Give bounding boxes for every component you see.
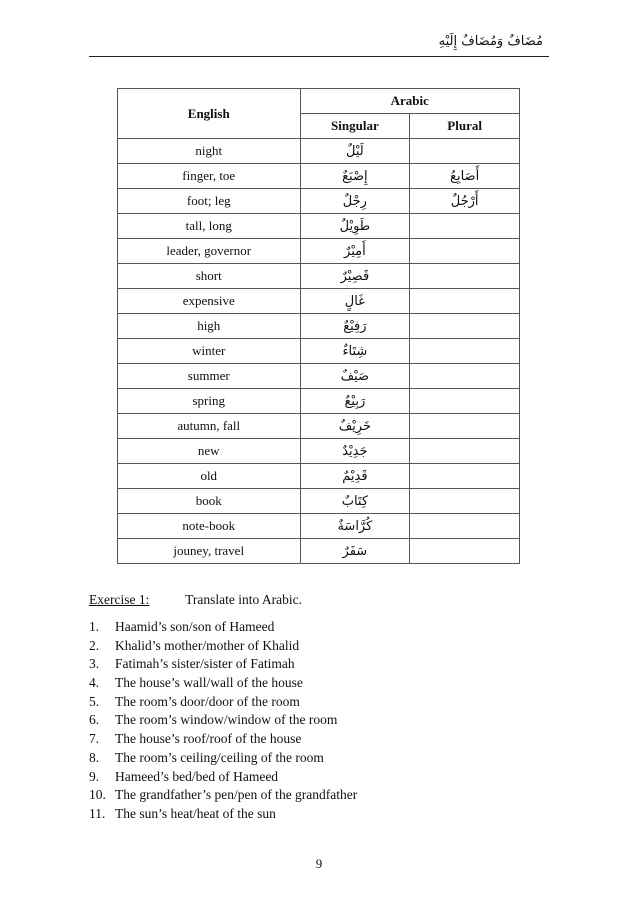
arabic-singular-cell: سَفَرٌ bbox=[300, 539, 410, 564]
arabic-plural-cell bbox=[410, 539, 520, 564]
table-row bbox=[118, 414, 520, 439]
exercise-item bbox=[89, 730, 357, 749]
header-arabic: Arabic bbox=[300, 89, 520, 114]
english-cell: night bbox=[118, 139, 301, 164]
arabic-singular-cell: قَصِيْرٌ bbox=[300, 264, 410, 289]
arabic-singular-cell: لَيْلٌ bbox=[300, 139, 410, 164]
table-row bbox=[118, 289, 520, 314]
arabic-plural-cell bbox=[410, 239, 520, 264]
exercise-item bbox=[89, 786, 357, 805]
table-row bbox=[118, 214, 520, 239]
arabic-singular-cell: أَمِيْرٌ bbox=[300, 239, 410, 264]
table-row bbox=[118, 314, 520, 339]
vocabulary-table-body bbox=[118, 139, 520, 564]
table-row bbox=[118, 464, 520, 489]
exercise-item-text: The room’s ceiling/ceiling of the room bbox=[115, 749, 324, 765]
header-title: مُضَافٌ وَمُضَافٌ إِلَيْهِ bbox=[438, 34, 543, 49]
arabic-plural-cell: أَرْجُلٌ bbox=[410, 189, 520, 214]
english-cell: tall, long bbox=[118, 214, 301, 239]
exercise-item-text: The house’s roof/roof of the house bbox=[115, 731, 302, 747]
english-cell: finger, toe bbox=[118, 164, 301, 189]
arabic-plural-cell bbox=[410, 439, 520, 464]
english-cell: leader, governor bbox=[118, 239, 301, 264]
exercise-item-text: Hameed’s bed/bed of Hameed bbox=[115, 768, 279, 784]
arabic-singular-cell: شِتَاءٌ bbox=[300, 339, 410, 364]
table-row bbox=[118, 189, 520, 214]
exercise-item-text: The room’s door/door of the room bbox=[115, 693, 300, 709]
exercise-item-text: Fatimah’s sister/sister of Fatimah bbox=[115, 656, 295, 672]
exercise-item bbox=[89, 768, 357, 787]
exercise-item-number: 1. bbox=[89, 619, 100, 634]
english-cell: book bbox=[118, 489, 301, 514]
exercise-item-number: 2. bbox=[89, 637, 100, 653]
arabic-singular-cell: كُرَّاسَةٌ bbox=[300, 514, 410, 539]
table-row bbox=[118, 139, 520, 164]
english-cell: jouney, travel bbox=[118, 539, 301, 564]
table-row bbox=[118, 514, 520, 539]
exercise-item-number: 10. bbox=[89, 787, 106, 803]
arabic-singular-cell: خَرِيْفٌ bbox=[300, 414, 410, 439]
arabic-singular-cell: رَبِيْعٌ bbox=[300, 389, 410, 414]
english-cell: summer bbox=[118, 364, 301, 389]
arabic-plural-cell: أَصَابِعُ bbox=[410, 164, 520, 189]
arabic-singular-cell: كِتَابٌ bbox=[300, 489, 410, 514]
table-row bbox=[118, 339, 520, 364]
english-cell: note-book bbox=[118, 514, 301, 539]
english-cell: short bbox=[118, 264, 301, 289]
exercise-item-text: The room’s window/window of the room bbox=[115, 712, 338, 728]
header-english: English bbox=[118, 89, 301, 139]
english-cell: old bbox=[118, 464, 301, 489]
exercise-item bbox=[89, 637, 357, 656]
english-cell: expensive bbox=[118, 289, 301, 314]
arabic-plural-cell bbox=[410, 264, 520, 289]
english-cell: high bbox=[118, 314, 301, 339]
table-row bbox=[118, 539, 520, 564]
exercise-instruction: Translate into Arabic. bbox=[185, 592, 302, 607]
arabic-plural-cell bbox=[410, 139, 520, 164]
table-row bbox=[118, 489, 520, 514]
vocabulary-table bbox=[117, 88, 520, 564]
arabic-plural-cell bbox=[410, 314, 520, 339]
english-cell: winter bbox=[118, 339, 301, 364]
arabic-singular-cell: رِجْلٌ bbox=[300, 189, 410, 214]
arabic-plural-cell bbox=[410, 514, 520, 539]
arabic-singular-cell: طَوِيْلٌ bbox=[300, 214, 410, 239]
arabic-plural-cell bbox=[410, 289, 520, 314]
arabic-singular-cell: رَفِيْعٌ bbox=[300, 314, 410, 339]
exercise-item bbox=[89, 618, 357, 637]
arabic-singular-cell: قَدِيْمٌ bbox=[300, 464, 410, 489]
arabic-plural-cell bbox=[410, 489, 520, 514]
english-cell: foot; leg bbox=[118, 189, 301, 214]
english-cell: new bbox=[118, 439, 301, 464]
exercise-item bbox=[89, 655, 357, 674]
exercise-item bbox=[89, 749, 357, 768]
exercise-item-number: 11. bbox=[89, 805, 106, 821]
exercise-item bbox=[89, 674, 357, 693]
page-number: 9 bbox=[315, 856, 323, 871]
exercise-item-number: 5. bbox=[89, 693, 100, 709]
arabic-plural-cell bbox=[410, 414, 520, 439]
exercise-item-number: 4. bbox=[89, 675, 100, 691]
page-header bbox=[89, 30, 549, 57]
exercise-label: Exercise 1: bbox=[89, 592, 150, 607]
table-row bbox=[118, 439, 520, 464]
exercise-item-number: 8. bbox=[89, 749, 100, 765]
exercise-item-text: Haamid’s son/son of Hameed bbox=[115, 619, 275, 634]
exercise-item-text: Khalid’s mother/mother of Khalid bbox=[115, 637, 300, 653]
exercise-item-number: 9. bbox=[89, 768, 100, 784]
exercise-item bbox=[89, 805, 357, 824]
english-cell: autumn, fall bbox=[118, 414, 301, 439]
arabic-plural-cell bbox=[410, 214, 520, 239]
table-row bbox=[118, 264, 520, 289]
exercise-item-text: The house’s wall/wall of the house bbox=[115, 675, 303, 691]
header-singular: Singular bbox=[300, 114, 410, 139]
header-plural: Plural bbox=[410, 114, 520, 139]
arabic-singular-cell: صَيْفٌ bbox=[300, 364, 410, 389]
table-row bbox=[118, 364, 520, 389]
arabic-singular-cell: غَالٍ bbox=[300, 289, 410, 314]
exercise-item bbox=[89, 711, 357, 730]
arabic-plural-cell bbox=[410, 364, 520, 389]
exercise-item-text: The sun’s heat/heat of the sun bbox=[115, 805, 276, 821]
table-row bbox=[118, 239, 520, 264]
arabic-plural-cell bbox=[410, 464, 520, 489]
arabic-plural-cell bbox=[410, 389, 520, 414]
table-row bbox=[118, 389, 520, 414]
exercise-item-number: 7. bbox=[89, 731, 100, 747]
english-cell: spring bbox=[118, 389, 301, 414]
exercise-item-text: The grandfather’s pen/pen of the grandfather bbox=[115, 787, 358, 803]
table-row bbox=[118, 164, 520, 189]
arabic-singular-cell: إِصْبَعٌ bbox=[300, 164, 410, 189]
exercise-heading bbox=[89, 592, 302, 608]
arabic-singular-cell: جَدِيْدٌ bbox=[300, 439, 410, 464]
arabic-plural-cell bbox=[410, 339, 520, 364]
exercise-list bbox=[89, 618, 357, 824]
exercise-item-number: 6. bbox=[89, 712, 100, 728]
exercise-item bbox=[89, 693, 357, 712]
exercise-item-number: 3. bbox=[89, 656, 100, 672]
